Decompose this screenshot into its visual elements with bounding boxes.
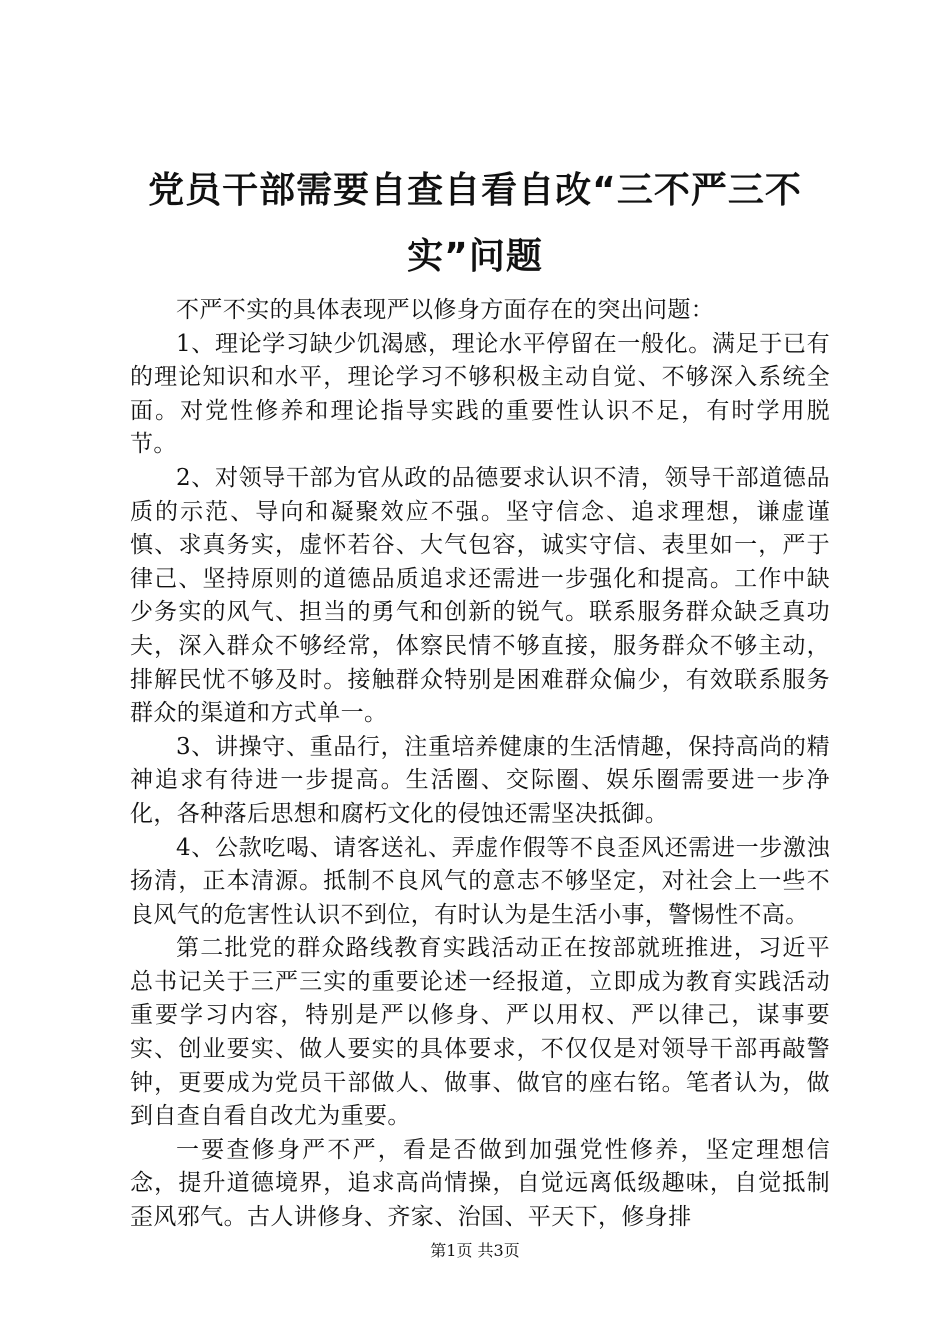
paragraph: 4、公款吃喝、请客送礼、弄虚作假等不良歪风还需进一步激浊扬清，正本清源。抵制不良风气的意志不够坚定，对社会上一些不良风气的危害性认识不到位，有时认为是生活小事，警惕性不高。 [130, 834, 830, 928]
paragraph: 3、讲操守、重品行，注重培养健康的生活情趣，保持高尚的精神追求有待进一步提高。生活圈、交际圈、娱乐圈需要进一步净化，各种落后思想和腐朽文化的侵蚀还需坚决抵御。 [130, 733, 830, 827]
document-body [130, 294, 830, 1235]
page-footer: 第1页 共3页 [430, 1241, 520, 1260]
paragraph: 2、对领导干部为官从政的品德要求认识不清，领导干部道德品质的示范、导向和凝聚效应不强。坚守信念、追求理想，谦虚谨慎、求真务实，虚怀若谷、大气包容，诚实守信、表里如一，严于律己、坚持原则的道德品质追求还需进一步强化和提高。工作中缺少务实的风气、担当的勇气和创新的锐气。联系服务群众缺乏真功夫，深入群众不够经常，体察民情不够直接，服务群众不够主动，排解民忧不够及时。接触群众特别是困难群众偏少，有效联系服务群众的渠道和方式单一。 [130, 464, 830, 727]
paragraph: 1、理论学习缺少饥渴感，理论水平停留在一般化。满足于已有的理论知识和水平，理论学习不够积极主动自觉、不够深入系统全面。对党性修养和理论指导实践的重要性认识不足，有时学用脱节。 [130, 330, 830, 458]
paragraph: 第二批党的群众路线教育实践活动正在按部就班推进，习近平总书记关于三严三实的重要论述一经报道，立即成为教育实践活动重要学习内容，特别是严以修身、严以用权、严以律己，谋事要实、创业要实、做人要实的具体要求，不仅仅是对领导干部再敲警钟，更要成为党员干部做人、做事、做官的座右铭。笔者认为，做到自查自看自改尤为重要。 [130, 935, 830, 1130]
document-title: 党员干部需要自查自看自改“三不严三不实”问题 [148, 170, 802, 277]
paragraph: 不严不实的具体表现严以修身方面存在的突出问题： [176, 297, 715, 323]
paragraph: 一要查修身严不严，看是否做到加强党性修养，坚定理想信念，提升道德境界，追求高尚情操，自觉远离低级趣味，自觉抵制歪风邪气。古人讲修身、齐家、治国、平天下，修身排 [130, 1136, 830, 1231]
